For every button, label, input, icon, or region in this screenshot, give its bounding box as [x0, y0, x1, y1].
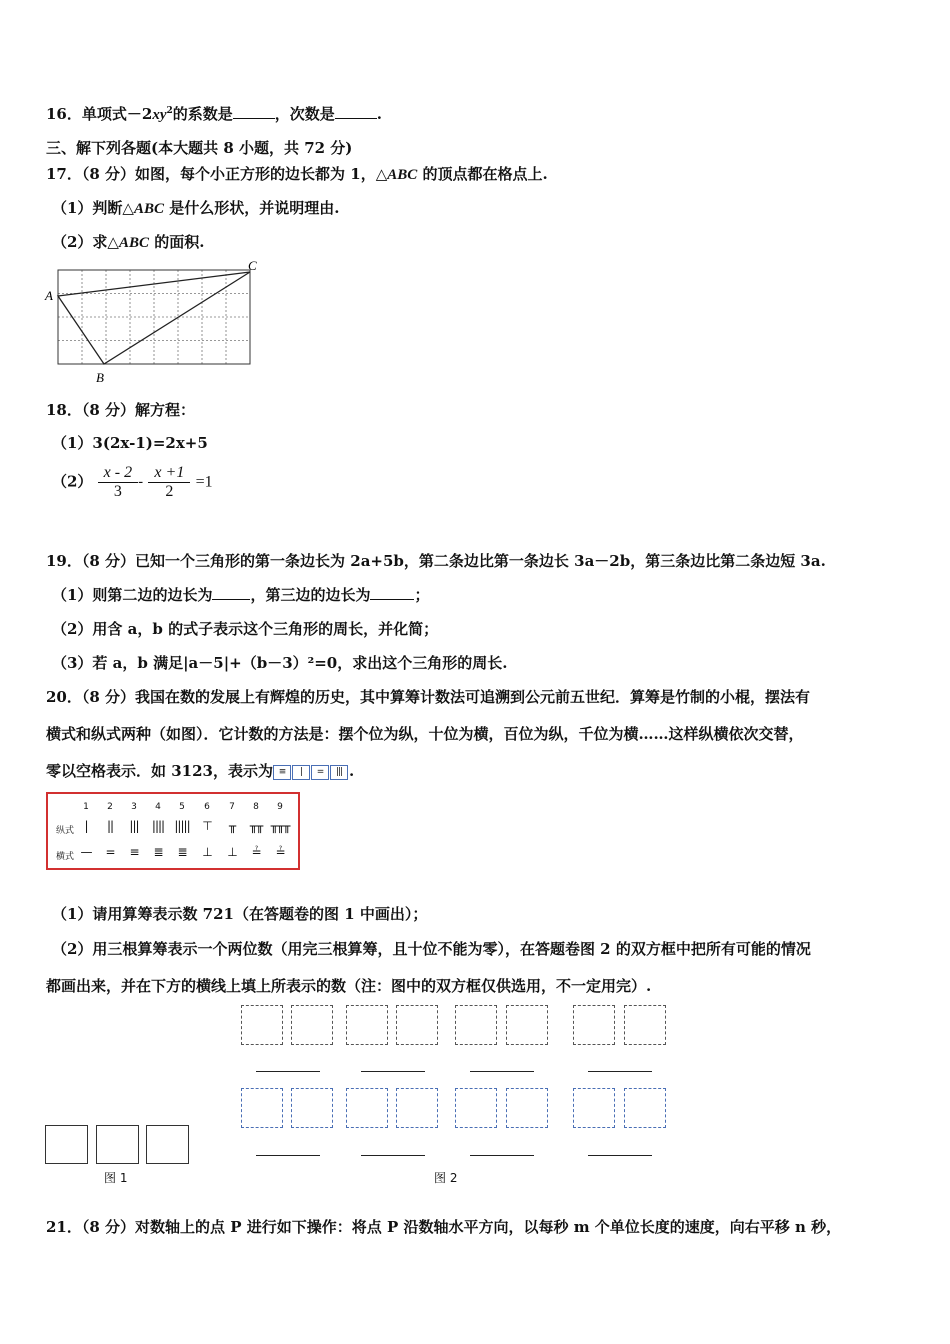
fig2-answer-line[interactable]: [470, 1155, 534, 1156]
q17-p1-abc: ABC: [133, 201, 164, 217]
question-21: 21．（8 分）对数轴上的点 P 进行如下操作：将点 P 沿数轴水平方向，以每秒 m 个单位长度的速度，向右平移 n 秒，: [46, 1218, 842, 1236]
q18-p2-label: （2）: [52, 472, 93, 491]
rod-number-9: 9: [277, 802, 283, 812]
fig2-answer-line[interactable]: [588, 1155, 652, 1156]
inline-rod-2: |: [292, 765, 310, 780]
q19-part-3: （3）若 a，b 满足|a－5|+（b－3）²=0，求出这个三角形的周长.: [52, 654, 508, 672]
fig2-box[interactable]: [624, 1005, 666, 1045]
q20-part-2-line-1: （2）用三根算筹表示一个两位数（用完三根算筹，且十位不能为零），在答题卷图 2 的双方框中把所有可能的情况: [52, 940, 811, 958]
horizontal-rod-7: ⊥: [227, 845, 237, 859]
horizontal-rod-2: =: [105, 845, 115, 859]
vertical-rod-5: |||||: [174, 819, 190, 833]
fig2-box[interactable]: [291, 1005, 333, 1045]
q16-exponent: 2: [166, 106, 173, 116]
q18-fraction-1: [98, 464, 138, 501]
horizontal-rod-1: —: [80, 845, 92, 859]
q19-part-1: [52, 584, 429, 605]
q18-part-2: [52, 464, 213, 501]
vertical-rod-7: ╥: [228, 819, 236, 833]
q17-p2-a: （2）求△: [52, 233, 119, 251]
figure-1-caption: 图 1: [104, 1171, 128, 1185]
fig2-box[interactable]: [573, 1088, 615, 1128]
vertical-rod-2: ||: [106, 819, 114, 833]
inline-rod-3: =: [311, 765, 329, 780]
q18-frac1-denominator: 3: [113, 483, 122, 500]
fig2-box[interactable]: [455, 1005, 497, 1045]
q19-blank-2[interactable]: [370, 585, 414, 600]
fig2-box[interactable]: [506, 1088, 548, 1128]
rod-number-2: 2: [107, 802, 113, 812]
q19-p1-b: ，第三边的边长为: [250, 586, 371, 604]
vertical-rod-4: ||||: [151, 819, 165, 833]
fig2-box[interactable]: [573, 1005, 615, 1045]
vertical-rod-9: ╥╥╥: [270, 819, 290, 833]
rod-number-3: 3: [131, 802, 137, 812]
fig1-box[interactable]: [45, 1125, 88, 1164]
rod-number-8: 8: [253, 802, 259, 812]
horizontal-rod-6: ⊥: [202, 845, 212, 859]
vertical-rod-8: ╥╥: [249, 819, 263, 833]
counting-rods-table: [46, 792, 300, 870]
q18-frac1-numerator: x - 2: [98, 464, 138, 483]
q16-text-a: 16．单项式－2: [46, 105, 153, 123]
fig2-answer-line[interactable]: [256, 1155, 320, 1156]
fig2-box[interactable]: [346, 1005, 388, 1045]
q19-blank-1[interactable]: [212, 585, 250, 600]
vertical-row-label: 纵式: [56, 826, 75, 836]
q19-part-2: （2）用含 a，b 的式子表示这个三角形的周长，并化简；: [52, 620, 439, 638]
fig2-answer-line[interactable]: [256, 1071, 320, 1072]
fig2-answer-line[interactable]: [470, 1071, 534, 1072]
q16-text-b: 的系数是: [172, 105, 233, 123]
section-3-heading: 三、解下列各题(本大题共 8 小题，共 72 分): [46, 139, 353, 157]
fig2-box[interactable]: [624, 1088, 666, 1128]
q17-stem-a: 17．（8 分）如图，每个小正方形的边长都为 1，△: [46, 165, 388, 183]
horizontal-rod-8: ≟: [251, 845, 261, 859]
vertical-rod-3: |||: [129, 819, 139, 833]
q20-line3-end: .: [348, 762, 355, 780]
fig2-box[interactable]: [396, 1088, 438, 1128]
q18-part-1: （1）3(2x-1)=2x+5: [52, 434, 208, 452]
q18-minus: -: [138, 472, 144, 491]
q16-text-d: .: [376, 105, 383, 123]
q18-frac2-denominator: 2: [165, 483, 174, 500]
vertex-label-a: A: [45, 288, 53, 303]
q16-variable: xy: [152, 107, 167, 123]
horizontal-rod-4: ≣: [153, 845, 163, 859]
fig2-box[interactable]: [455, 1088, 497, 1128]
question-17: [46, 163, 548, 184]
rod-number-4: 4: [155, 802, 161, 812]
fig2-box[interactable]: [506, 1005, 548, 1045]
vertex-label-b: B: [96, 370, 104, 385]
question-20-line-1: 20．（8 分）我国在数的发展上有辉煌的历史，其中算筹计数法可追溯到公元前五世纪．算筹是竹制的小棍，摆法有: [46, 688, 811, 706]
q17-triangle-figure: [40, 258, 270, 388]
q19-p1-c: ；: [414, 586, 430, 604]
vertical-rod-1: |: [84, 819, 88, 833]
inline-rod-4: |||: [330, 765, 348, 780]
vertex-label-c: C: [248, 258, 257, 273]
fig2-answer-line[interactable]: [588, 1071, 652, 1072]
fig2-box[interactable]: [241, 1005, 283, 1045]
rod-number-6: 6: [204, 802, 210, 812]
q16-blank-1[interactable]: [233, 104, 275, 119]
question-16: [46, 103, 382, 124]
q16-text-c: ，次数是: [274, 105, 335, 123]
q17-p2-abc: ABC: [118, 235, 149, 251]
fig2-box[interactable]: [396, 1005, 438, 1045]
q17-part-1: [52, 197, 339, 218]
q16-blank-2[interactable]: [335, 104, 377, 119]
fig2-answer-line[interactable]: [361, 1155, 425, 1156]
q17-p1-b: 是什么形状，并说明理由.: [164, 199, 340, 217]
q18-frac2-numerator: x +1: [148, 464, 190, 483]
q17-part-2: [52, 231, 204, 252]
inline-rod-1: ≡: [273, 765, 291, 780]
q17-p2-b: 的面积.: [149, 233, 205, 251]
rod-number-5: 5: [179, 802, 185, 812]
question-18: 18．（8 分）解方程：: [46, 401, 196, 419]
fig1-box[interactable]: [96, 1125, 139, 1164]
fig2-answer-line[interactable]: [361, 1071, 425, 1072]
figure-2-caption: 图 2: [434, 1171, 458, 1185]
q18-equals: =1: [195, 473, 213, 491]
fig2-box[interactable]: [346, 1088, 388, 1128]
fig2-box[interactable]: [241, 1088, 283, 1128]
horizontal-rod-3: ≡: [129, 845, 139, 859]
rod-number-7: 7: [229, 802, 235, 812]
fig2-box[interactable]: [291, 1088, 333, 1128]
q20-part-1: （1）请用算筹表示数 721（在答题卷的图 1 中画出）；: [52, 905, 428, 923]
question-19: 19．（8 分）已知一个三角形的第一条边长为 2a+5b，第二条边比第一条边长 3a－2b，第三条边比第二条边短 3a.: [46, 552, 826, 570]
question-20-line-2: 横式和纵式两种（如图）．它计数的方法是：摆个位为纵，十位为横，百位为纵，千位为横……这样纵横依次交替，: [46, 725, 804, 743]
q18-fraction-2: [148, 464, 190, 501]
rod-number-1: 1: [83, 802, 89, 812]
q19-p1-a: （1）则第二边的边长为: [52, 586, 213, 604]
q17-p1-a: （1）判断△: [52, 199, 134, 217]
q17-stem-b: 的顶点都在格点上.: [417, 165, 548, 183]
question-20-line-3: [46, 760, 354, 781]
horizontal-row-label: 横式: [56, 852, 75, 862]
q17-abc: ABC: [387, 167, 418, 183]
q20-part-2-line-2: 都画出来，并在下方的横线上填上所表示的数（注：图中的双方框仅供选用，不一定用完）.: [46, 977, 652, 995]
fig1-box[interactable]: [146, 1125, 189, 1164]
vertical-rod-6: ⊤: [202, 819, 212, 833]
q20-line3-text: 零以空格表示．如 3123，表示为: [46, 762, 273, 780]
horizontal-rod-5: ≣: [177, 845, 187, 859]
horizontal-rod-9: ≟: [275, 845, 285, 859]
